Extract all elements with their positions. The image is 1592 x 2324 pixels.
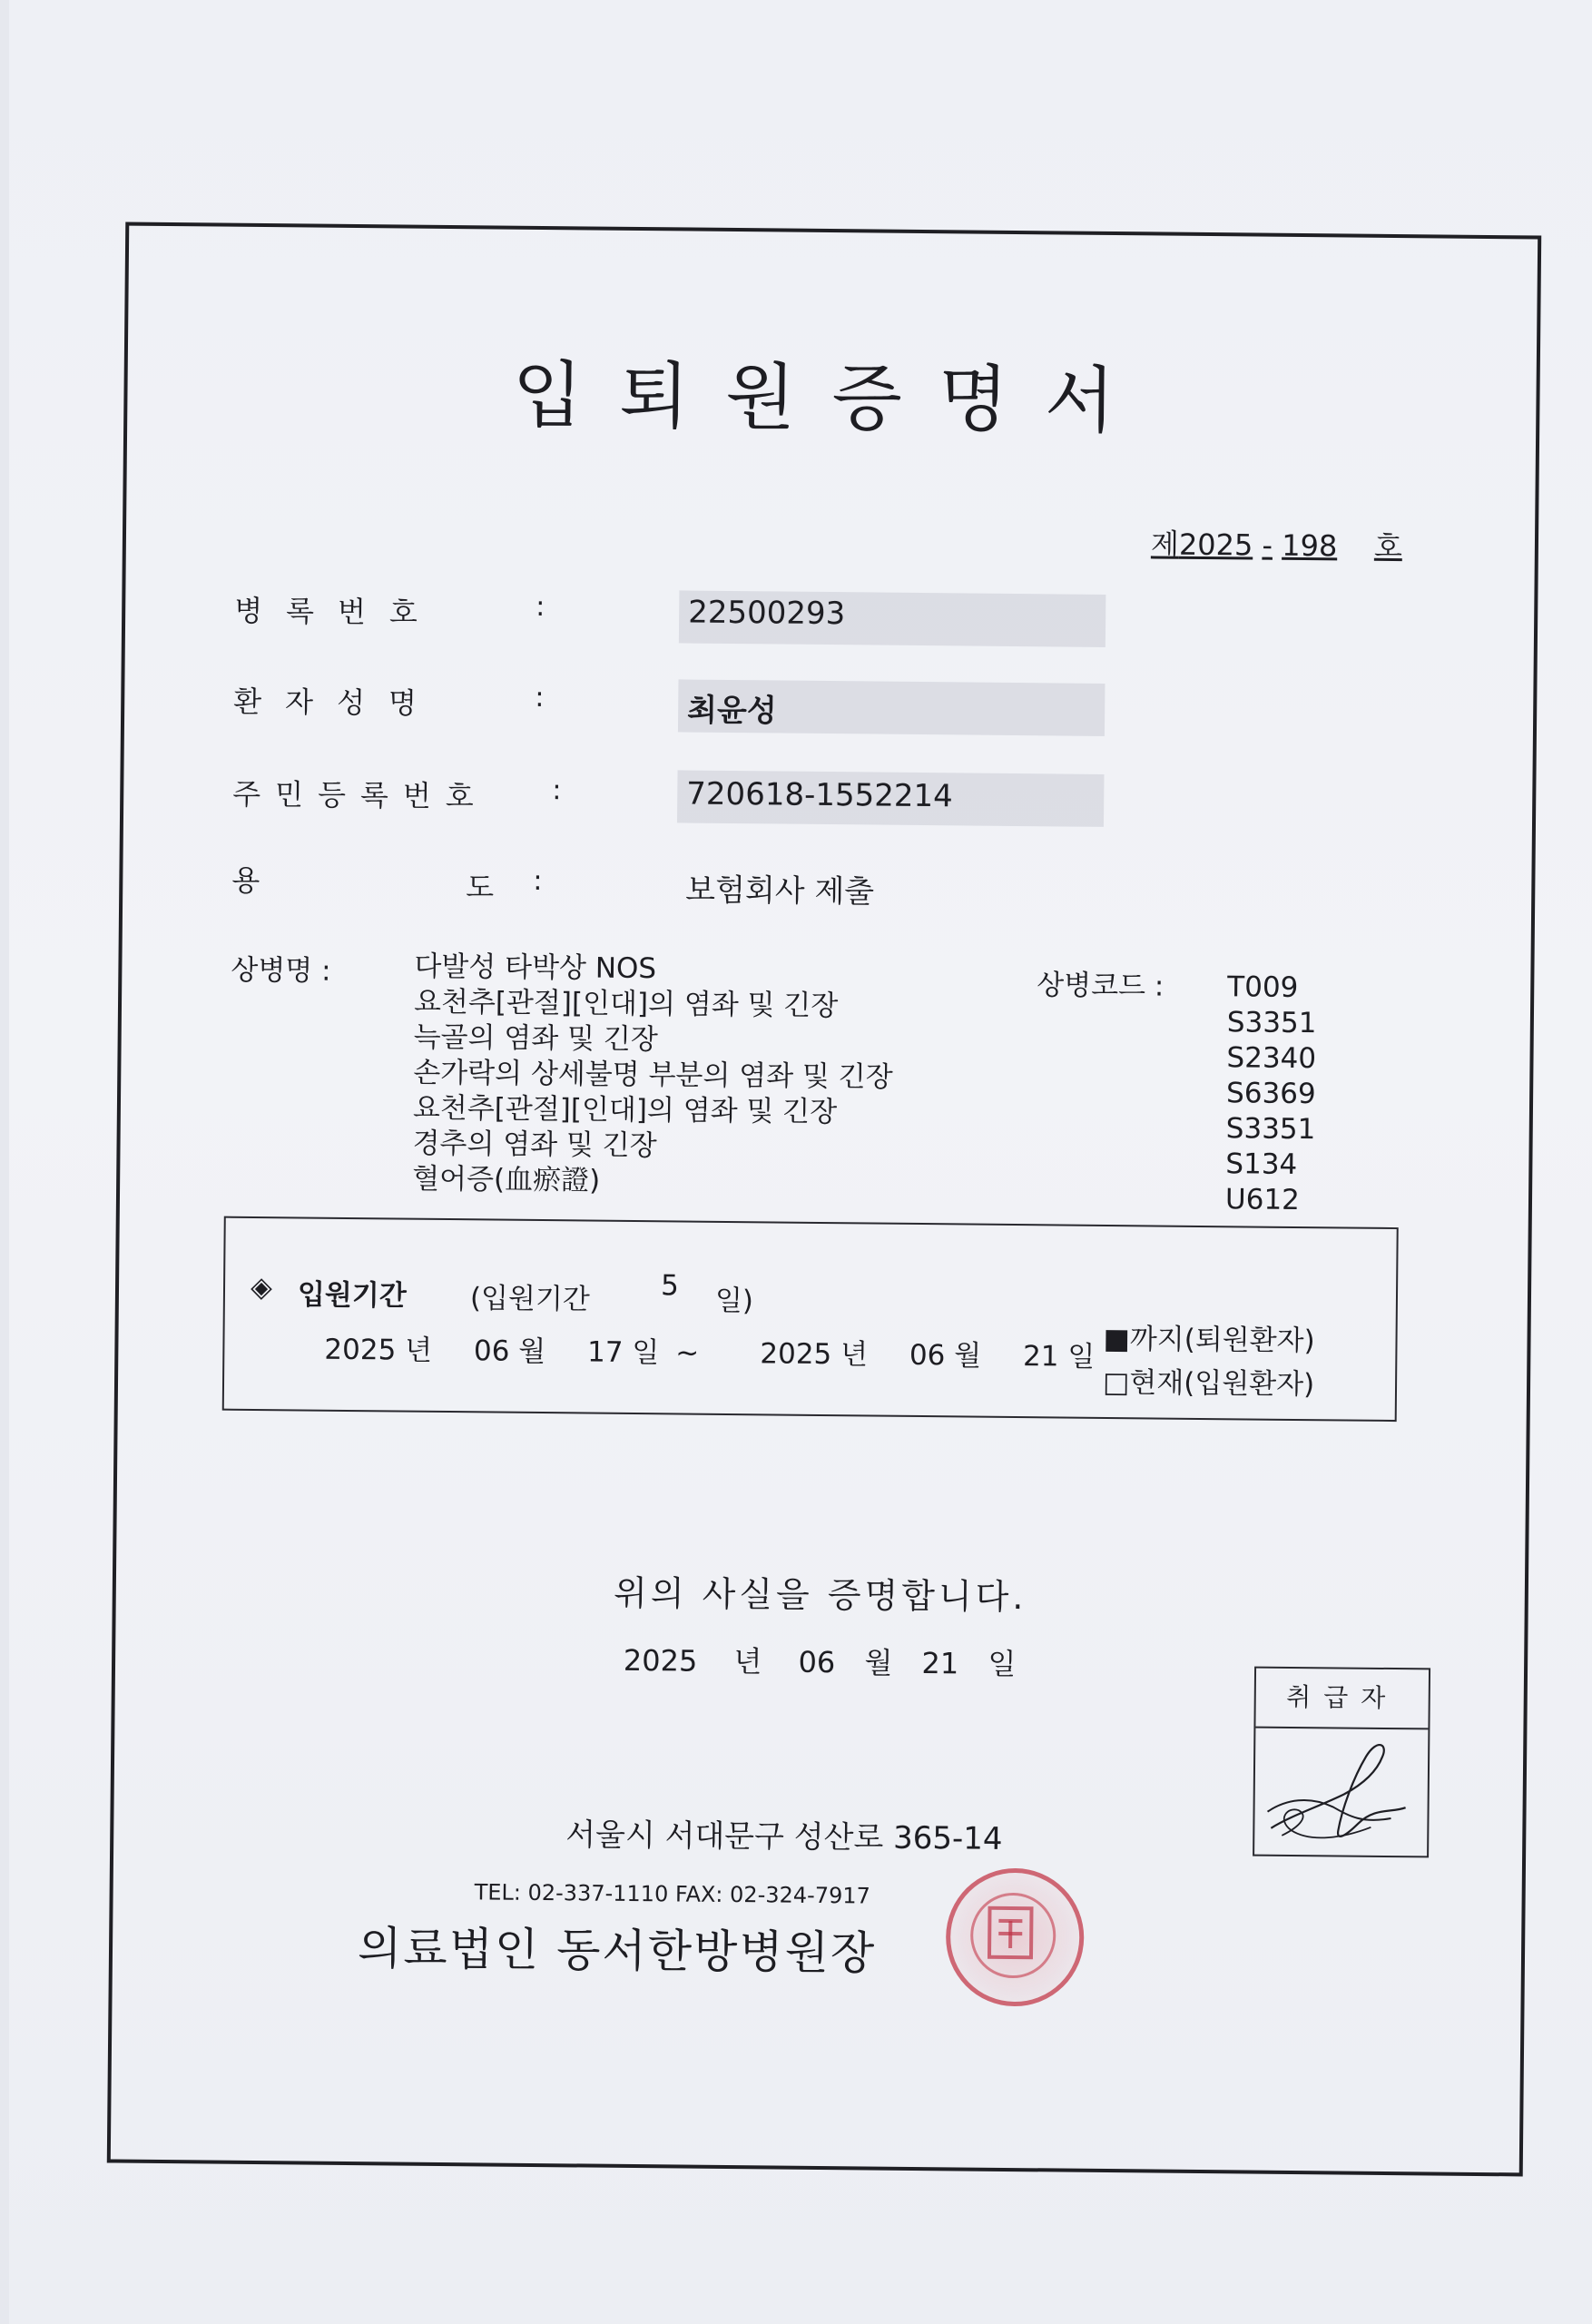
certification-statement: 위의 사실을 증명합니다.: [613, 1572, 1027, 1618]
end-month: 06: [909, 1338, 946, 1373]
end-year: 2025: [760, 1337, 832, 1372]
diagnosis-name: 손가락의 상세불명 부분의 염좌 및 긴장: [413, 1056, 893, 1094]
unit-day: 일: [1067, 1340, 1096, 1374]
record-number-value: 22500293: [688, 594, 846, 633]
diagnosis-code: S6369: [1225, 1077, 1316, 1111]
admission-period-box: [222, 1216, 1399, 1422]
unit-day: 일: [632, 1335, 660, 1370]
issue-year: 2025: [623, 1642, 698, 1679]
diagnosis-code-list: [1225, 970, 1317, 1218]
start-date: [324, 1326, 699, 1371]
unit-month: 월: [954, 1339, 982, 1373]
duration-open: (입원기간: [469, 1282, 590, 1316]
unit-day: 일: [988, 1646, 1017, 1682]
end-day: 21: [1022, 1340, 1059, 1374]
issue-day: 21: [921, 1646, 959, 1681]
doc-number-dash: -: [1262, 527, 1273, 563]
diagnosis-code: T009: [1227, 970, 1299, 1005]
diagnosis-name: 요천추[관절][인대]의 염좌 및 긴장: [413, 985, 839, 1023]
diagnosis-code: S2340: [1226, 1041, 1317, 1076]
option-current-checkbox: □현재(입원환자): [1102, 1365, 1315, 1402]
colon: :: [535, 681, 545, 714]
diagnosis-name: 혈어증(血瘀證): [412, 1162, 601, 1197]
unit-year: 년: [404, 1334, 433, 1367]
diagnosis-name: 요천추[관절][인대]의 염좌 및 긴장: [412, 1091, 838, 1129]
doc-number-year: 2025: [1178, 527, 1253, 563]
hospital-contact: TEL: 02-337-1110 FAX: 02-324-7917: [474, 1879, 870, 1909]
start-day: 17: [586, 1335, 624, 1369]
paper-background: [9, 0, 1592, 2324]
doc-number-value: 198: [1282, 527, 1338, 564]
hospital-address: 서울시 서대문구 성산로 365-14: [565, 1817, 1003, 1857]
hospital-name: 의료법인 동서한방병원장: [357, 1922, 877, 1980]
diagnosis-code-label: 상병코드 :: [1037, 969, 1165, 1003]
label-purpose-b: 도: [466, 870, 518, 905]
duration-close: 일): [714, 1284, 754, 1318]
patient-name-value: 최윤성: [686, 692, 777, 730]
label-resident-number: 주민등록번호: [232, 776, 488, 814]
label-record-number: 병록번호: [234, 593, 442, 630]
certificate-frame: [107, 222, 1541, 2177]
colon: :: [536, 590, 545, 624]
document-title: 입퇴원증명서: [512, 352, 1152, 444]
tilde: ~: [675, 1336, 700, 1370]
issue-month: 06: [798, 1644, 836, 1680]
seal-mark-icon: [946, 1867, 1076, 1997]
colon: :: [533, 864, 543, 898]
unit-year: 년: [733, 1644, 762, 1679]
unit-month: 월: [864, 1645, 893, 1680]
start-year: 2025: [324, 1333, 397, 1367]
hospital-seal: [945, 1867, 1084, 2006]
diagnosis-name: 경추의 염좌 및 긴장: [412, 1127, 657, 1163]
colon: :: [552, 774, 562, 807]
signer-box: [1253, 1667, 1430, 1858]
diagnosis-name: 다발성 타박상 NOS: [414, 950, 657, 986]
resident-number-value: 720618-1552214: [686, 775, 953, 815]
purpose-value: 보험회사 제출: [685, 872, 875, 911]
diamond-marker-icon: ◈: [250, 1270, 273, 1305]
diagnosis-label: 상병명 :: [231, 953, 331, 988]
diagnosis-list: [412, 950, 894, 1202]
diagnosis-code: U612: [1224, 1183, 1301, 1217]
signature-icon: [1254, 1728, 1424, 1856]
signer-box-label: 취급자: [1255, 1669, 1429, 1730]
label-patient-name: 환자성명: [233, 684, 441, 721]
doc-number-prefix: 제: [1150, 527, 1180, 562]
end-date: [760, 1330, 1095, 1374]
diagnosis-code: S3351: [1226, 1006, 1317, 1040]
option-discharged-checkbox: ■까지(퇴원환자): [1103, 1322, 1315, 1358]
doc-number-suffix: 호: [1373, 528, 1403, 565]
unit-month: 월: [518, 1334, 546, 1369]
diagnosis-name: 늑골의 염좌 및 긴장: [413, 1020, 658, 1057]
duration-days: 5: [660, 1269, 679, 1303]
document-number: [1151, 521, 1402, 566]
diagnosis-code: S3351: [1225, 1112, 1316, 1147]
start-month: 06: [473, 1334, 510, 1368]
diagnosis-code: S134: [1225, 1147, 1298, 1182]
admission-period-label: 입원기간: [297, 1278, 407, 1313]
label-purpose-a: 용: [231, 862, 284, 899]
unit-year: 년: [840, 1338, 869, 1372]
